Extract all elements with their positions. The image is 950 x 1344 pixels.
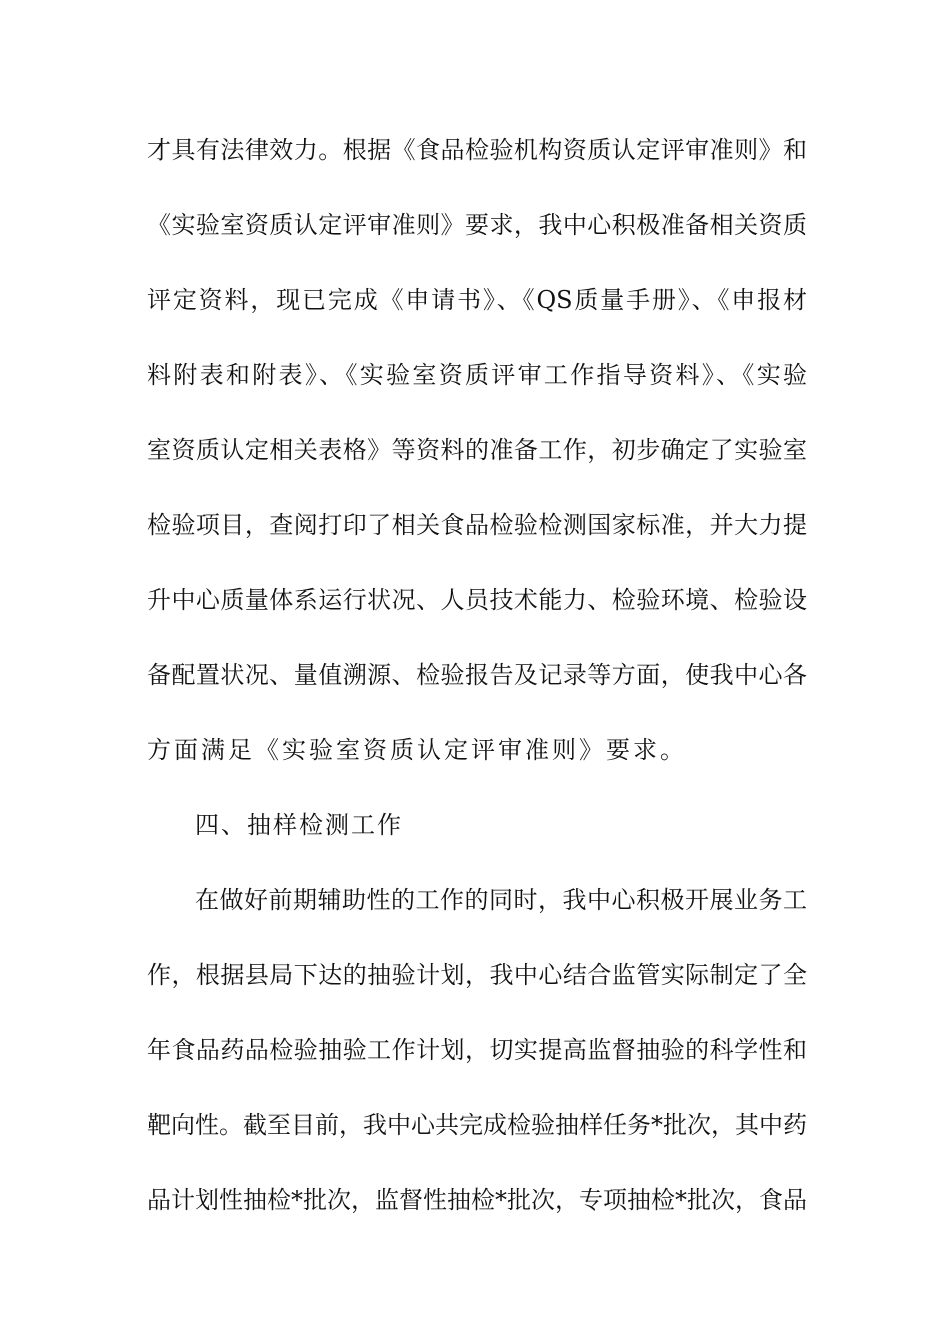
paragraph-line: 室资质认定相关表格》等资料的准备工作，初步确定了实验室 bbox=[147, 436, 807, 464]
paragraph-line: 升中心质量体系运行状况、人员技术能力、检验环境、检验设 bbox=[147, 586, 807, 614]
paragraph-line: 料附表和附表》、《实验室资质评审工作指导资料》、《实验 bbox=[147, 361, 807, 389]
paragraph-line: 才具有法律效力。根据《食品检验机构资质认定评审准则》和 bbox=[147, 136, 807, 164]
paragraph-line: 《实验室资质认定评审准则》要求，我中心积极准备相关资质 bbox=[147, 211, 807, 239]
paragraph-line: 评定资料，现已完成《申请书》、《QS质量手册》、《申报材 bbox=[147, 286, 807, 314]
paragraph-line: 备配置状况、量值溯源、检验报告及记录等方面，使我中心各 bbox=[147, 661, 807, 689]
section-heading: 四、抽样检测工作 bbox=[195, 811, 403, 839]
paragraph-line: 作，根据县局下达的抽验计划，我中心结合监管实际制定了全 bbox=[147, 961, 807, 989]
paragraph-line: 检验项目，查阅打印了相关食品检验检测国家标准，并大力提 bbox=[147, 511, 807, 539]
paragraph-line: 品计划性抽检*批次，监督性抽检*批次，专项抽检*批次，食品 bbox=[147, 1186, 807, 1214]
paragraph-line: 在做好前期辅助性的工作的同时，我中心积极开展业务工 bbox=[195, 886, 807, 914]
paragraph-line: 方面满足《实验室资质认定评审准则》要求。 bbox=[147, 736, 687, 764]
paragraph-line: 靶向性。截至目前，我中心共完成检验抽样任务*批次，其中药 bbox=[147, 1111, 807, 1139]
paragraph-line: 年食品药品检验抽验工作计划，切实提高监督抽验的科学性和 bbox=[147, 1036, 807, 1064]
